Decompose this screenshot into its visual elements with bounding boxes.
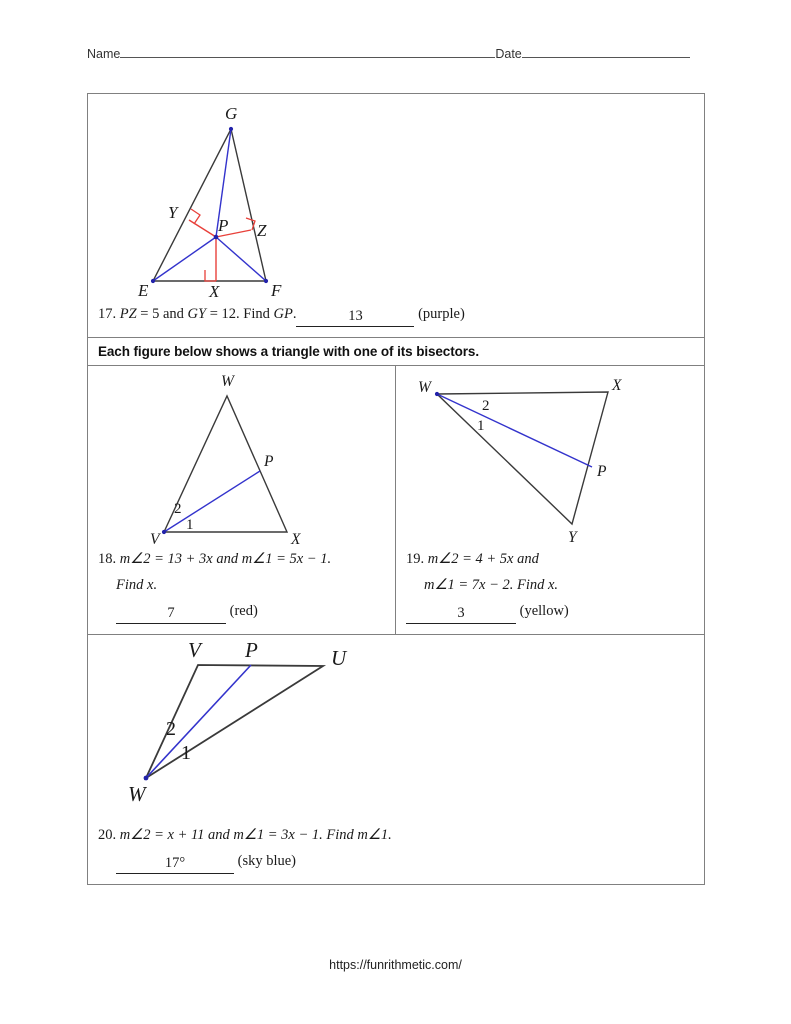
perpendicular-P-to-Y — [189, 220, 216, 237]
row-question-17 — [88, 94, 704, 337]
question-19-color-hint: (yellow) — [519, 603, 569, 619]
banner-text: Each figure below shows a triangle with one of its bisectors. — [98, 344, 479, 359]
vertex-dot-V — [162, 530, 166, 534]
label-X: X — [209, 282, 220, 301]
question-19-line-1 — [406, 546, 694, 572]
question-17-text — [88, 299, 704, 337]
question-18-find: Find x. — [116, 577, 158, 593]
question-19-equation-2: m∠1 = 7x − 2. Find x. — [424, 577, 559, 593]
question-19-equation-1: m∠2 = 4 + 5x and — [427, 551, 539, 567]
triangle-WXY-outline — [437, 392, 608, 524]
cell-question-19 — [396, 366, 704, 634]
question-17-term-gy: GY — [187, 306, 207, 322]
question-17-line-1 — [98, 301, 694, 327]
question-17-text-a: = 5 and — [136, 306, 188, 322]
label-W: W — [221, 373, 234, 390]
question-19-answer: 3 — [457, 605, 465, 621]
question-18-number: 18. — [98, 551, 117, 567]
right-angle-mark-X — [205, 270, 216, 281]
label-X: X — [291, 531, 301, 548]
cell-question-20 — [88, 635, 704, 884]
vertex-dot-W — [144, 776, 149, 781]
cell-question-18 — [88, 366, 396, 634]
question-20-answer: 17° — [164, 855, 186, 871]
figure-19 — [396, 366, 704, 544]
row-questions-18-19 — [88, 365, 704, 634]
label-U: U — [331, 646, 347, 670]
label-Y: Y — [168, 203, 178, 222]
question-20-equations: m∠2 = x + 11 and m∠1 = 3x − 1. Find m∠1. — [119, 827, 392, 843]
name-date-header — [87, 44, 705, 66]
question-18-text — [88, 544, 395, 634]
label-X: X — [612, 377, 622, 394]
label-angle-1: 1 — [181, 742, 191, 764]
question-17-color-hint: (purple) — [418, 306, 465, 322]
label-W: W — [418, 379, 431, 396]
question-17-term-pz: PZ — [119, 306, 137, 322]
question-20-color-hint: (sky blue) — [237, 853, 297, 869]
question-19-text — [396, 544, 704, 634]
label-G: G — [225, 104, 238, 123]
question-17-answer-blank[interactable] — [296, 307, 414, 327]
question-19-number: 19. — [406, 551, 425, 567]
question-17-term-gp: GP — [273, 306, 293, 322]
question-19-line-3 — [406, 598, 694, 624]
label-V: V — [150, 531, 160, 548]
figure-17-svg — [88, 94, 706, 299]
name-blank-line[interactable] — [120, 44, 495, 58]
question-20-text — [88, 820, 704, 884]
question-17-period: . — [292, 306, 297, 322]
figure-18 — [88, 366, 395, 548]
label-W: W — [128, 782, 146, 806]
date-blank-line[interactable] — [522, 44, 690, 58]
date-label: Date — [495, 47, 522, 61]
label-P: P — [245, 638, 258, 662]
cell-question-17 — [88, 94, 704, 337]
question-19-answer-blank[interactable] — [406, 604, 516, 624]
label-angle-1: 1 — [477, 418, 485, 434]
question-18-line-1 — [98, 546, 385, 572]
question-18-color-hint: (red) — [229, 603, 258, 619]
question-18-line-3 — [98, 598, 385, 624]
label-angle-2: 2 — [166, 718, 176, 740]
label-P: P — [597, 463, 607, 480]
question-20-line-2 — [98, 848, 694, 874]
row-question-20 — [88, 634, 704, 884]
figure-20 — [88, 635, 704, 820]
vertex-dot-G — [229, 127, 233, 131]
question-20-answer-blank[interactable] — [116, 854, 234, 874]
question-18-equations: m∠2 = 13 + 3x and m∠1 = 5x − 1. — [119, 551, 332, 567]
label-angle-2: 2 — [174, 501, 182, 517]
label-P: P — [264, 453, 274, 470]
question-18-answer: 7 — [167, 605, 175, 621]
question-17-answer: 13 — [348, 308, 363, 324]
vertex-dot-W — [435, 392, 439, 396]
question-17-number: 17. — [98, 306, 117, 322]
label-angle-1: 1 — [186, 517, 194, 533]
question-18-answer-blank[interactable] — [116, 604, 226, 624]
question-20-number: 20. — [98, 827, 117, 843]
bisector-E-to-P — [153, 237, 216, 281]
row-banner — [88, 337, 704, 365]
figure-18-svg — [88, 366, 396, 548]
label-V: V — [188, 638, 201, 662]
figure-17 — [88, 94, 704, 299]
question-17-text-b: = 12. Find — [206, 306, 274, 322]
bisector-F-to-P — [216, 237, 266, 281]
label-Z: Z — [257, 221, 267, 240]
bisector-W-to-P — [437, 394, 592, 467]
label-Y: Y — [568, 529, 577, 546]
name-label: Name — [87, 47, 121, 61]
vertex-dot-F — [264, 279, 268, 283]
label-F: F — [271, 281, 282, 300]
label-angle-2: 2 — [482, 398, 490, 414]
question-18-line-2 — [98, 572, 385, 598]
vertex-dot-P — [214, 235, 219, 240]
cell-banner — [88, 338, 704, 365]
footer-url[interactable]: https://funrithmetic.com/ — [329, 958, 462, 972]
figure-20-svg — [88, 635, 706, 820]
figure-19-svg — [396, 366, 704, 544]
question-20-line-1 — [98, 822, 694, 848]
label-P: P — [218, 216, 229, 235]
label-E: E — [138, 281, 149, 300]
worksheet-table — [87, 93, 705, 885]
vertex-dot-E — [151, 279, 155, 283]
question-19-line-2 — [406, 572, 694, 598]
